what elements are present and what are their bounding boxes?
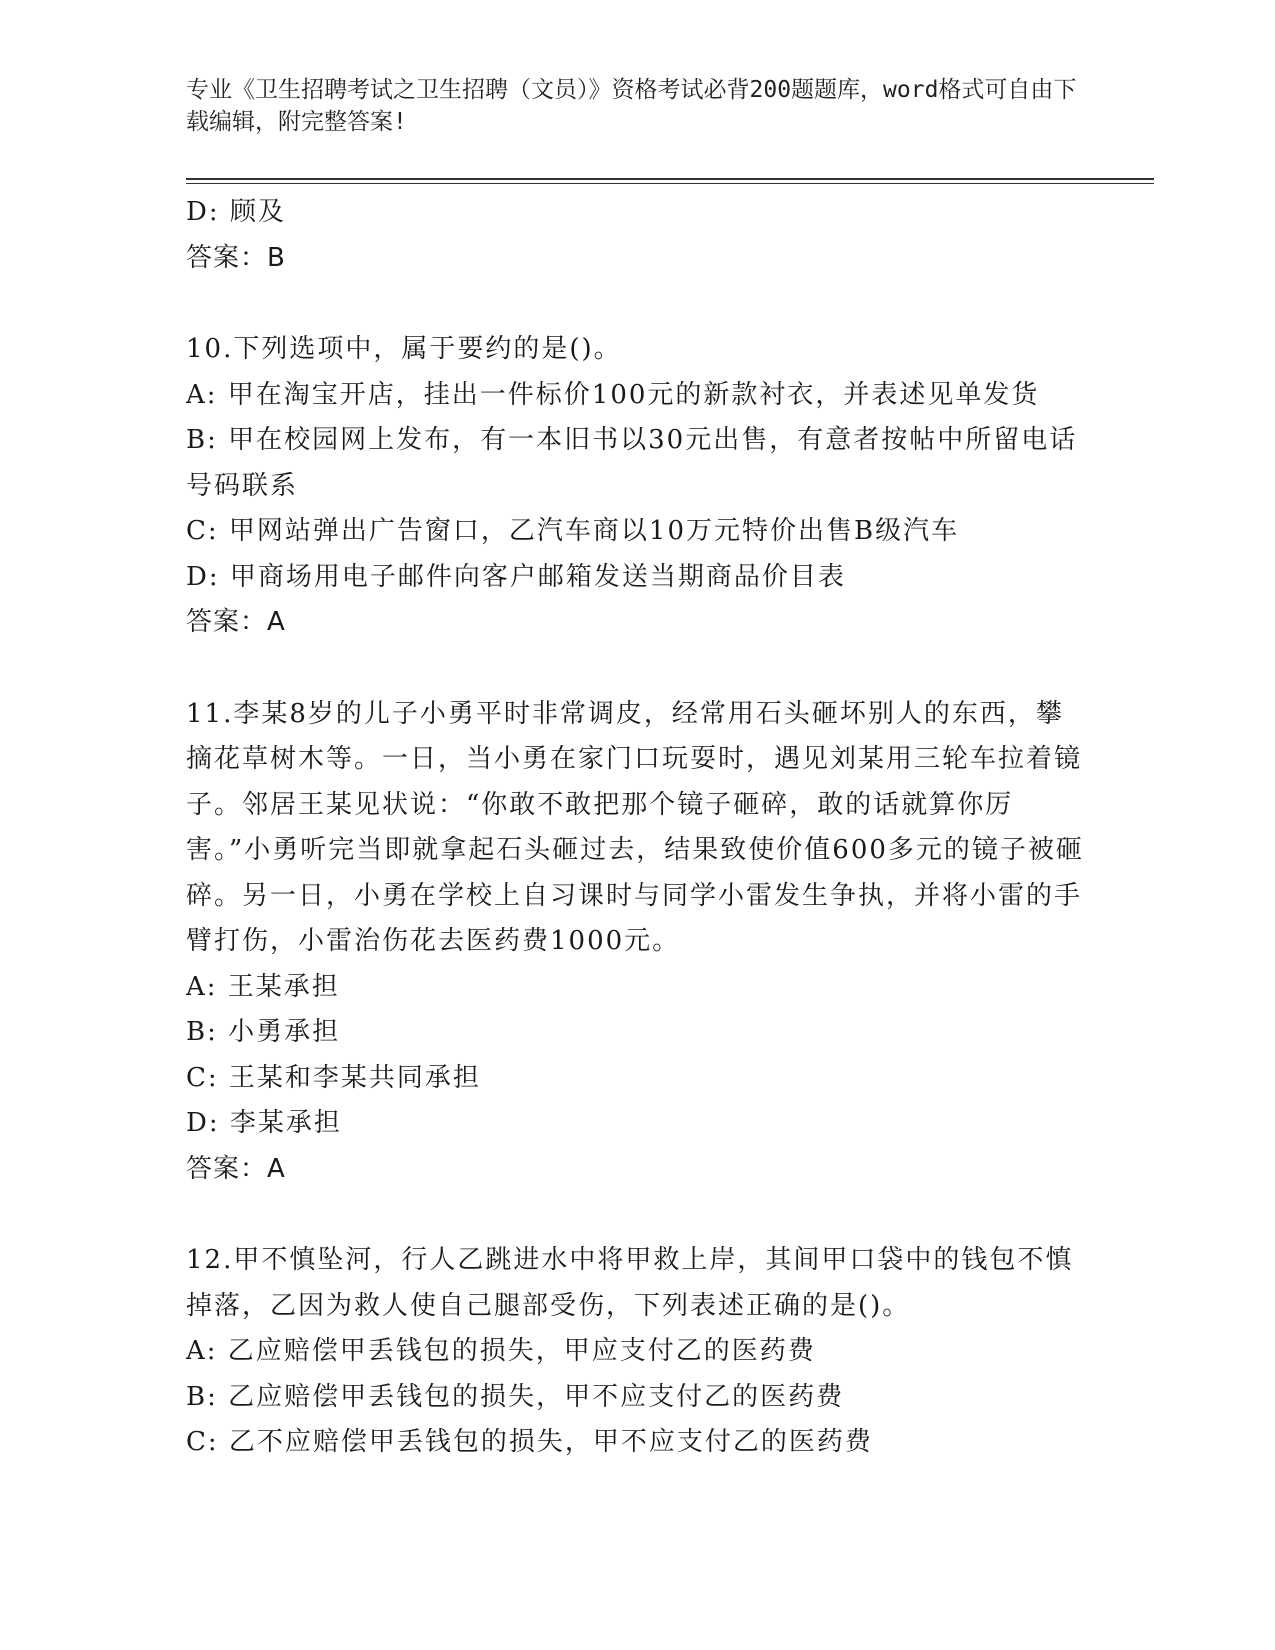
question-11 <box>186 692 1086 1193</box>
option-d: D: 甲商场用电子邮件向客户邮箱发送当期商品价目表 <box>186 561 846 592</box>
option-d: D: 李某承担 <box>186 1108 342 1138</box>
spacer <box>186 646 1086 692</box>
header-rule-thin <box>186 183 1154 184</box>
question-stem: 11.李某8岁的儿子小勇平时非常调皮，经常用石头砸坏别人的东西，攀摘花草树木等。一日，当小勇在家门口玩耍时，遇见刘某用三轮车拉着镜子。邻居王某见状说：“你敢不敢把那个镜子砸碎，敢的话就算你厉害。”小勇听完当即就拿起石头砸过去，结果致使价值600多元的镜子被砸碎。另一日，小勇在学校上自习课时与同学小雷发生争执，并将小雷的手臂打伤，小雷治伤花去医药费1000元。 <box>186 698 1084 956</box>
option-b: B: 甲在校园网上发布，有一本旧书以30元出售，有意者按帖中所留电话号码联系 <box>186 425 1078 501</box>
document-header: 专业《卫生招聘考试之卫生招聘（文员）》资格考试必背200题题库，word格式可自由下载编辑，附完整答案! <box>186 77 1077 135</box>
question-10 <box>186 327 1086 646</box>
answer: 答案：A <box>186 607 286 637</box>
spacer <box>186 281 1086 327</box>
answer: 答案：B <box>186 242 286 273</box>
option-d: D: 顾及 <box>186 197 286 227</box>
option-a: A: 王某承担 <box>186 971 340 1002</box>
option-b: B: 乙应赔偿甲丢钱包的损失，甲不应支付乙的医药费 <box>186 1381 845 1412</box>
option-c: C: 甲网站弹出广告窗口，乙汽车商以10万元特价出售B级汽车 <box>186 516 960 546</box>
spacer <box>186 1192 1086 1238</box>
question-12 <box>186 1238 1086 1466</box>
question-stem: 12.甲不慎坠河，行人乙跳进水中将甲救上岸，其间甲口袋中的钱包不慎掉落，乙因为救人使自己腿部受伤，下列表述正确的是()。 <box>186 1245 1074 1321</box>
option-c: C: 王某和李某共同承担 <box>186 1062 481 1093</box>
option-a: A: 甲在淘宝开店，挂出一件标价100元的新款衬衣，并表述见单发货 <box>186 379 1040 410</box>
option-a: A: 乙应赔偿甲丢钱包的损失，甲应支付乙的医药费 <box>186 1336 816 1366</box>
answer: 答案：A <box>186 1153 286 1184</box>
header-rule-thick <box>186 178 1154 180</box>
option-b: B: 小勇承担 <box>186 1017 341 1047</box>
document-body <box>186 190 1086 1466</box>
question-stem: 10.下列选项中，属于要约的是()。 <box>186 334 622 364</box>
option-c: C: 乙不应赔偿甲丢钱包的损失，甲不应支付乙的医药费 <box>186 1427 873 1457</box>
